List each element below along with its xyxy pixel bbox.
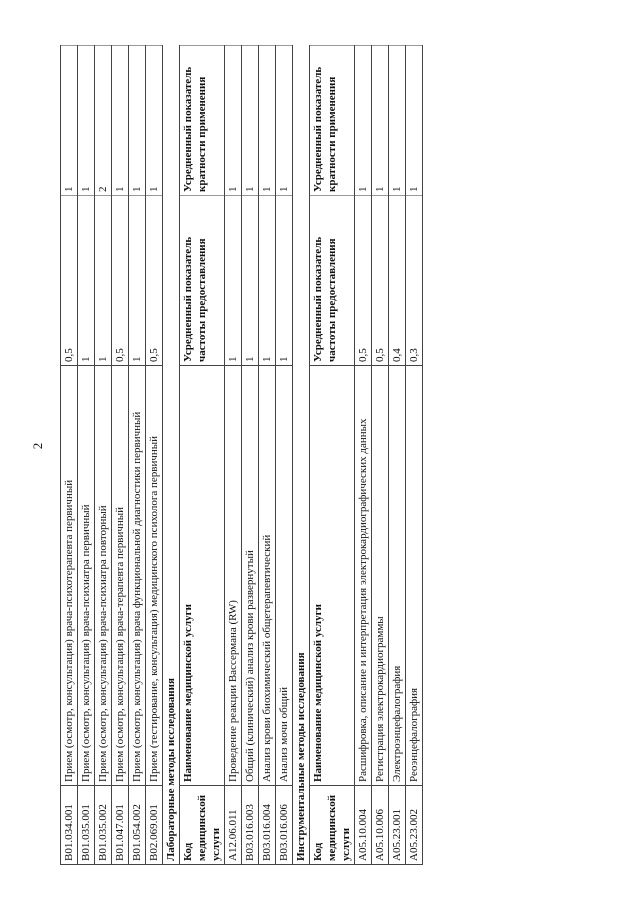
table-row: [276, 45, 293, 865]
frequency-value: 1: [95, 195, 111, 365]
table-row: [129, 45, 146, 865]
service-code: B01.034.001: [61, 785, 77, 865]
service-code: B03.016.004: [259, 785, 275, 865]
table-row: [78, 45, 95, 865]
service-code: B03.016.003: [242, 785, 258, 865]
section-heading-lab: [163, 45, 180, 865]
table-header: [180, 45, 224, 865]
multiplicity-value: 1: [112, 45, 128, 195]
section-heading-instrumental: [293, 45, 310, 865]
frequency-value: 1: [259, 195, 275, 365]
service-code: B01.035.002: [95, 785, 111, 865]
section-title: Лабораторные методы исследования: [163, 45, 179, 865]
service-code: B01.035.001: [78, 785, 94, 865]
service-code: A05.10.004: [355, 785, 371, 865]
service-name: Электроэнцефалография: [389, 365, 405, 785]
column-header-multiplicity: Усредненный показатель кратности применения: [180, 45, 224, 195]
column-header-code: Код медицинской услуги: [180, 785, 224, 865]
service-code: A05.10.006: [372, 785, 388, 865]
multiplicity-value: 1: [129, 45, 145, 195]
multiplicity-value: 1: [78, 45, 94, 195]
frequency-value: 0,5: [355, 195, 371, 365]
service-name: Общий (клинический) анализ крови развернутый: [242, 365, 258, 785]
frequency-value: 1: [129, 195, 145, 365]
service-name: Прием (осмотр, консультация) врача функциональной диагностики первичный: [129, 365, 145, 785]
service-code: A05.23.002: [406, 785, 422, 865]
service-name: Прием (осмотр, консультация) врача-терапевта первичный: [112, 365, 128, 785]
service-name: Прием (осмотр, консультация) врача-психотерапевта первичный: [61, 365, 77, 785]
multiplicity-value: 1: [372, 45, 388, 195]
multiplicity-value: 1: [242, 45, 258, 195]
services-table: [60, 45, 423, 865]
service-name: Анализ крови биохимический общетерапевтический: [259, 365, 275, 785]
frequency-value: 0,5: [372, 195, 388, 365]
column-header-code: Код медицинской услуги: [310, 785, 354, 865]
frequency-value: 1: [242, 195, 258, 365]
column-header-multiplicity: Усредненный показатель кратности применения: [310, 45, 354, 195]
table-row: [60, 45, 78, 865]
column-header-frequency: Усредненный показатель частоты предоставления: [180, 195, 224, 365]
column-header-frequency: Усредненный показатель частоты предоставления: [310, 195, 354, 365]
table-header: [310, 45, 354, 865]
service-code: A05.23.001: [389, 785, 405, 865]
service-name: Проведение реакции Вассермана (RW): [225, 365, 241, 785]
service-name: Прием (осмотр, консультация) врача-психиатра повторный: [95, 365, 111, 785]
multiplicity-value: 1: [225, 45, 241, 195]
service-code: B02.069.001: [146, 785, 162, 865]
table-row: [354, 45, 372, 865]
table-row: [259, 45, 276, 865]
table-row: [389, 45, 406, 865]
service-name: Прием (тестирование, консультация) медицинского психолога первичный: [146, 365, 162, 785]
service-code: B01.054.002: [129, 785, 145, 865]
multiplicity-value: 1: [406, 45, 422, 195]
table-row: [406, 45, 423, 865]
service-name: Анализ мочи общий: [276, 365, 292, 785]
frequency-value: 1: [225, 195, 241, 365]
multiplicity-value: 1: [276, 45, 292, 195]
table-row: [224, 45, 242, 865]
table-row: [95, 45, 112, 865]
table-row: [242, 45, 259, 865]
multiplicity-value: 1: [389, 45, 405, 195]
multiplicity-value: 2: [95, 45, 111, 195]
frequency-value: 0,5: [112, 195, 128, 365]
service-name: Прием (осмотр, консультация) врача-психиатра первичный: [78, 365, 94, 785]
multiplicity-value: 1: [259, 45, 275, 195]
service-name: Регистрация электрокардиограммы: [372, 365, 388, 785]
frequency-value: 1: [78, 195, 94, 365]
column-header-name: Наименование медицинской услуги: [180, 365, 224, 785]
table-row: [146, 45, 163, 865]
multiplicity-value: 1: [61, 45, 77, 195]
frequency-value: 0,4: [389, 195, 405, 365]
table-row: [372, 45, 389, 865]
multiplicity-value: 1: [355, 45, 371, 195]
service-name: Реоэнцефалография: [406, 365, 422, 785]
column-header-name: Наименование медицинской услуги: [310, 365, 354, 785]
page-number: 2: [30, 442, 45, 450]
table-row: [112, 45, 129, 865]
section-title: Инструментальные методы исследования: [293, 45, 309, 865]
frequency-value: 0,5: [61, 195, 77, 365]
service-name: Расшифровка, описание и интерпретация электрокардиографических данных: [355, 365, 371, 785]
service-code: A12.06.011: [225, 785, 241, 865]
frequency-value: 1: [276, 195, 292, 365]
frequency-value: 0,5: [146, 195, 162, 365]
multiplicity-value: 1: [146, 45, 162, 195]
frequency-value: 0,3: [406, 195, 422, 365]
service-code: B01.047.001: [112, 785, 128, 865]
service-code: B03.016.006: [276, 785, 292, 865]
